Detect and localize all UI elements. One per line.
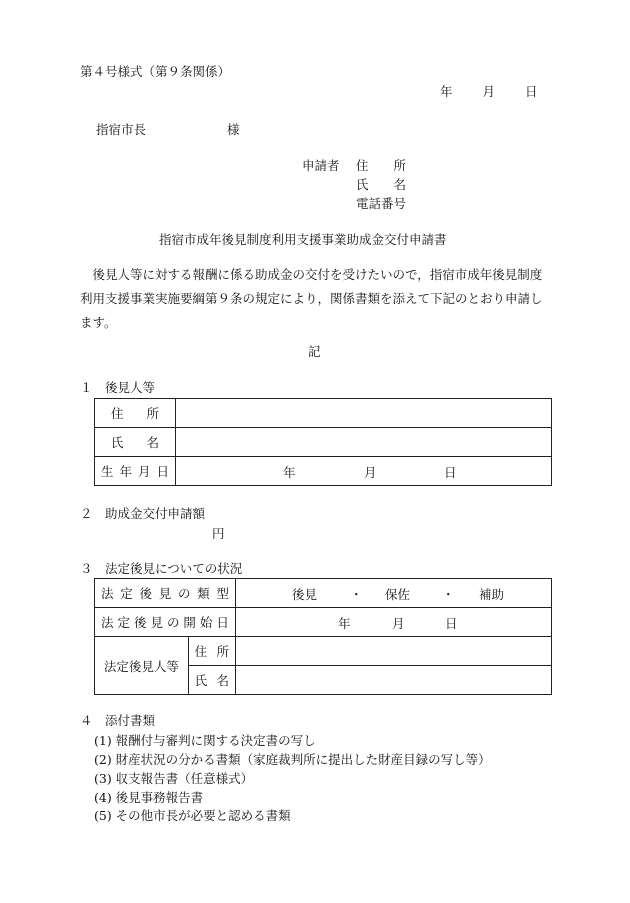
option-guardianship[interactable]: 後見 xyxy=(292,587,318,602)
date-year: 年 xyxy=(440,84,453,99)
guardian-name-value-cell[interactable] xyxy=(236,666,552,695)
addressee-honorific: 様 xyxy=(227,122,240,137)
name-value-cell[interactable] xyxy=(176,428,552,457)
name-label-cell: 氏 名 xyxy=(95,428,176,457)
start-date-label-cell: 法 定 後 見 の 開 始 日 xyxy=(95,608,236,637)
date-month: 月 xyxy=(482,84,495,99)
guardian-address-value-cell[interactable] xyxy=(236,637,552,666)
body-paragraph: 後見人等に対する報酬に係る助成金の交付を受けたいので，指宿市成年後見制度利用支援事業実施要綱第９条の規定により，関係書類を添えて下記のとおり申請します。 xyxy=(80,267,543,330)
amount-unit: 円 xyxy=(212,526,225,541)
start-day: 日 xyxy=(445,616,458,631)
section2-heading: ２ 助成金交付申請額 xyxy=(80,506,206,521)
address-value-cell[interactable] xyxy=(176,399,552,428)
dob-value-cell[interactable] xyxy=(176,457,552,486)
attachment-item-5: (5) その他市長が必要と認める書類 xyxy=(94,808,291,823)
attachment-item-4: (4) 後見事務報告書 xyxy=(94,790,204,805)
date-day: 日 xyxy=(524,84,538,99)
addressee-name: 指宿市長 xyxy=(96,122,147,137)
dob-label-cell: 生 年 月 日 xyxy=(95,457,176,486)
legal-guardianship-table xyxy=(94,578,552,695)
address-label-cell: 住 所 xyxy=(95,399,176,428)
attachment-item-3: (3) 収支報告書（任意様式） xyxy=(94,771,254,786)
attachment-item-1: (1) 報酬付与審判に関する決定書の写し xyxy=(94,733,316,748)
start-date-value-cell[interactable] xyxy=(236,608,552,637)
option-assistance[interactable]: 補助 xyxy=(479,587,505,602)
section4-heading: ４ 添付書類 xyxy=(80,713,156,728)
document-title: 指宿市成年後見制度利用支援事業助成金交付申請書 xyxy=(159,232,447,247)
ki-marker: 記 xyxy=(308,344,321,359)
type-options-cell[interactable] xyxy=(236,579,552,608)
dob-year: 年 xyxy=(283,465,296,480)
start-month: 月 xyxy=(392,616,405,631)
guardian-table xyxy=(94,398,552,486)
section1-heading: １ 後見人等 xyxy=(80,380,156,395)
guardian-label-cell: 法定後見人等 xyxy=(95,637,189,695)
option-curatorship[interactable]: 保佐 xyxy=(385,587,411,602)
dob-month: 月 xyxy=(364,465,377,480)
section3-heading: ３ 法定後見についての状況 xyxy=(80,561,243,576)
applicant-address-label: 住 所 xyxy=(356,158,407,173)
type-label-cell: 法 定 後 見 の 類 型 xyxy=(95,579,236,608)
dob-day: 日 xyxy=(444,465,457,480)
applicant-phone-label: 電話番号 xyxy=(356,196,407,211)
form-number: 第４号様式（第９条関係） xyxy=(80,64,231,79)
applicant-name-label: 氏 名 xyxy=(356,177,407,192)
start-year: 年 xyxy=(338,616,351,631)
guardian-name-label-cell: 氏 名 xyxy=(188,666,235,695)
applicant-label: 申請者 xyxy=(302,158,340,173)
guardian-address-label-cell: 住 所 xyxy=(188,637,235,666)
date-line xyxy=(440,84,537,100)
option-separator-1: ・ xyxy=(350,587,363,602)
attachment-item-2: (2) 財産状況の分かる書類（家庭裁判所に提出した財産目録の写し等） xyxy=(94,752,491,767)
option-separator-2: ・ xyxy=(442,587,455,602)
